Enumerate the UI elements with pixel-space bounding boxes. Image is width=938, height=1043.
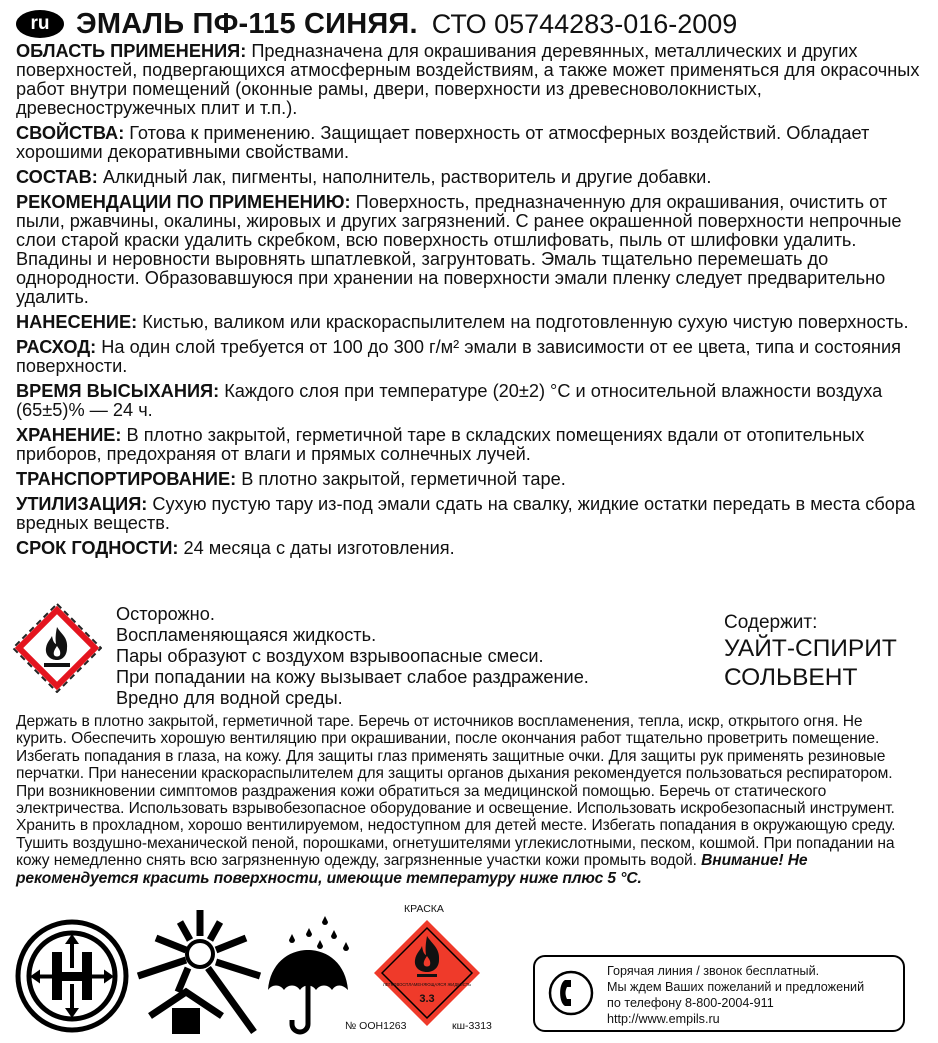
hazard-phrase: Осторожно. xyxy=(116,604,215,624)
protect-from-sunlight-icon xyxy=(136,908,262,1041)
hazard-phrase: Вредно для водной среды. xyxy=(116,688,343,708)
section-text: 24 месяца с даты изготовления. xyxy=(178,538,455,558)
contains-item: СОЛЬВЕНТ xyxy=(724,664,858,691)
contains-block xyxy=(724,612,897,692)
contains-label: Содержит: xyxy=(724,612,818,633)
section-label: НАНЕСЕНИЕ: xyxy=(16,312,138,332)
keep-dry-icon xyxy=(264,912,352,1041)
product-code: кш-3313 xyxy=(452,1020,492,1032)
svg-text:ЛЕГКОВОСПЛАМЕНЯЮЩАЯСЯ ЖИДКОСТЬ: ЛЕГКОВОСПЛАМЕНЯЮЩАЯСЯ ЖИДКОСТЬ xyxy=(382,982,472,987)
section-label: ХРАНЕНИЕ: xyxy=(16,425,122,445)
title-row xyxy=(16,6,737,42)
safety-warning: Внимание! Не рекомендуется красить поверхности, имеющие температуру ниже плюс 5 °С. xyxy=(16,852,808,887)
hotline-line: Горячая линия / звонок бесплатный. xyxy=(607,964,820,978)
safety-instructions xyxy=(16,713,916,887)
hotline-text xyxy=(607,963,864,1027)
hazard-phrases xyxy=(116,604,589,709)
section-label: РАСХОД: xyxy=(16,337,97,357)
hotline-phone: по телефону 8-800-2004-911 xyxy=(607,996,774,1010)
phone-icon xyxy=(547,969,595,1022)
section-label: ОБЛАСТЬ ПРИМЕНЕНИЯ: xyxy=(16,41,247,61)
section-drying-time xyxy=(16,382,926,420)
section-text: Готова к применению. Защищает поверхность от атмосферных воздействий. Обладает хорошими декоративными свойствами. xyxy=(16,123,870,162)
section-text: В плотно закрытой, герметичной таре. xyxy=(236,469,566,489)
hazard-phrase: Воспламеняющаяся жидкость. xyxy=(116,625,377,645)
flammable-ghs-icon xyxy=(12,603,102,693)
standard-number: СТО 05744283-016-2009 xyxy=(431,8,738,39)
section-application xyxy=(16,42,926,118)
section-text: Кистью, валиком или краскораспылителем на подготовленную сухую чистую поверхность. xyxy=(137,312,909,332)
section-label: ТРАНСПОРТИРОВАНИЕ: xyxy=(16,469,237,489)
section-label: СРОК ГОДНОСТИ: xyxy=(16,538,179,558)
section-composition xyxy=(16,168,926,187)
section-text: В плотно закрытой, герметичной таре в складских помещениях вдали от отопительных приборов, предохраняя от влаги и прямых солнечных лучей. xyxy=(16,425,865,464)
section-text: Сухую пустую тару из-под эмали сдать на свалку, жидкие остатки передать в места сбора вредных веществ. xyxy=(16,494,916,533)
section-transport xyxy=(16,470,926,489)
hotline-box xyxy=(533,955,905,1032)
section-label: РЕКОМЕНДАЦИИ ПО ПРИМЕНЕНИЮ: xyxy=(16,192,351,212)
section-text: Каждого слоя при температуре (20±2) °С и относительной влажности воздуха (65±5)% — 24 ч. xyxy=(16,381,883,420)
hotline-url[interactable]: http://www.empils.ru xyxy=(607,1012,720,1026)
contains-item: УАЙТ-СПИРИТ xyxy=(724,635,897,662)
section-text: Алкидный лак, пигменты, наполнитель, растворитель и другие добавки. xyxy=(97,167,712,187)
svg-text:3.3: 3.3 xyxy=(419,993,435,1005)
section-label: ВРЕМЯ ВЫСЫХАНИЯ: xyxy=(16,381,220,401)
section-label: УТИЛИЗАЦИЯ: xyxy=(16,494,148,514)
section-label: СВОЙСТВА: xyxy=(16,123,125,143)
keep-sealed-icon xyxy=(14,918,130,1039)
section-text: Предназначена для окрашивания деревянных, металлических и других поверхностей, подвергающихся атмосферным воздействиям, а также может применяться для окрасочных работ внутри помещений (оконные рамы, двери, поверхности из древесноволокнистых, древесностружечных плит и т.п.). xyxy=(16,41,920,118)
section-storage xyxy=(16,426,926,464)
flammable-liquid-class3-icon xyxy=(372,918,482,1033)
section-applying xyxy=(16,313,926,332)
section-label: СОСТАВ: xyxy=(16,167,98,187)
section-consumption xyxy=(16,338,926,376)
section-text: Поверхность, предназначенную для окрашивания, очистить от пыли, ржавчины, окалины, жировых и других загрязнений. С ранее окрашенной поверхности непрочные слои старой краски удалить скребком, всю поверхность отшлифовать, пыль от шлифовки удалить. Впадины и неровности выровнять шпатлевкой, загрунтовать. Эмаль тщательно перемешать до однородности. Образовавшуюся при хранении на поверхности эмали пленку следует предварительно удалить. xyxy=(16,192,902,307)
diamond-caption: КРАСКА xyxy=(404,903,444,915)
hazard-phrase: При попадании на кожу вызывает слабое раздражение. xyxy=(116,667,589,687)
language-badge: ru xyxy=(16,10,64,38)
section-properties xyxy=(16,124,926,162)
hazard-phrase: Пары образуют с воздухом взрывоопасные смеси. xyxy=(116,646,544,666)
product-sections xyxy=(16,42,926,564)
safety-text: Держать в плотно закрытой, герметичной таре. Беречь от источников воспламенения, тепла, искр, открытого огня. Не курить. Обеспечить хорошую вентиляцию при окрашивании, после окончания работ тщательно проветрить помещение. Избегать попадания в глаза, на кожу. Для защиты глаз применять защитные очки. Для защиты рук применять резиновые перчатки. При нанесении краскораспылителем для защиты органов дыхания рекомендуется пользоваться респиратором. При возникновении симптомов раздражения кожи обратиться за медицинской помощью. Беречь от статического электричества. Использовать взрывобезопасное оборудование и освещение. Использовать искробезопасный инструмент. Хранить в прохладном, хорошо вентилируемом, недоступном для детей месте. Избегать попадания в окружающую среду. Тушить воздушно-механической пеной, порошками, огнетушителями углекислотными, песком, кошмой. При попадании на кожу немедленно снять всю загрязненную одежду, загрязненные участки кожи промыть водой. xyxy=(16,713,896,870)
section-disposal xyxy=(16,495,926,533)
section-shelf-life xyxy=(16,539,926,558)
un-number: № ООН1263 xyxy=(345,1020,407,1032)
product-title: ЭМАЛЬ ПФ-115 СИНЯЯ. xyxy=(76,7,418,40)
section-recommendations xyxy=(16,193,926,307)
hotline-line: Мы ждем Ваших пожеланий и предложений xyxy=(607,980,865,994)
section-text: На один слой требуется от 100 до 300 г/м² эмали в зависимости от ее цвета, типа и состояния поверхности. xyxy=(16,337,901,376)
